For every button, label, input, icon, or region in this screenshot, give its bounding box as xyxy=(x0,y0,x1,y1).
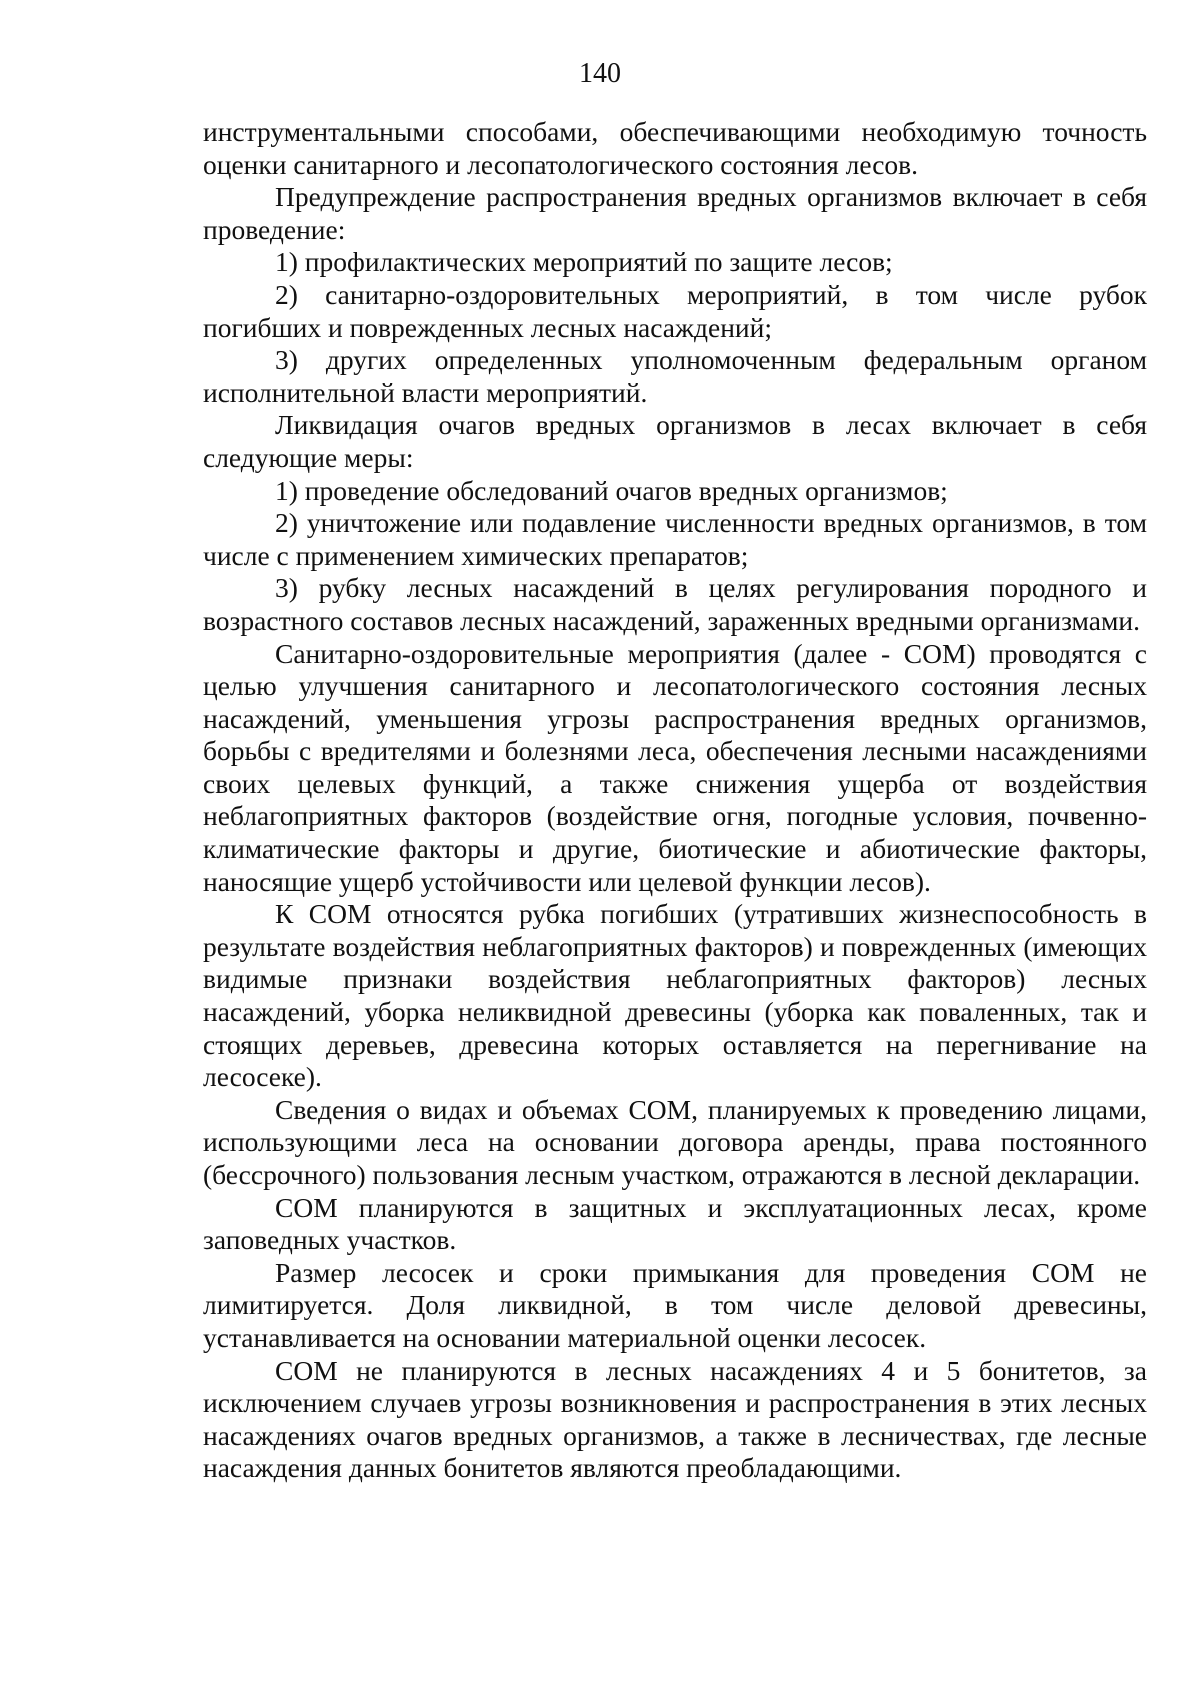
list-item: 3) других определенных уполномоченным федеральным органом исполнительной власти мероприятий. xyxy=(203,344,1147,408)
document-body xyxy=(203,116,1147,1485)
list-item: 1) профилактических мероприятий по защите лесов; xyxy=(275,246,893,278)
paragraph: СОМ не планируются в лесных насаждениях 4 и 5 бонитетов, за исключением случаев угрозы возникновения и распространения в этих лесных насаждениях очагов вредных организмов, а также в лесничествах, где лесные насаждения данных бонитетов являются преобладающими. xyxy=(203,1354,1147,1484)
paragraph: Размер лесосек и сроки примыкания для проведения СОМ не лимитируется. Доля ликвидной, в том числе деловой древесины, устанавливается на основании материальной оценки лесосек. xyxy=(203,1256,1147,1353)
paragraph: Санитарно-оздоровительные мероприятия (далее - СОМ) проводятся с целью улучшения санитарного и лесопатологического состояния лесных насаждений, уменьшения угрозы распространения вредных организмов, борьбы с вредителями и болезнями леса, обеспечения лесными насаждениями своих целевых функций, а также снижения ущерба от воздействия неблагоприятных факторов (воздействие огня, погодные условия, почвенно-климатические факторы и другие, биотические и абиотические факторы, наносящие ущерб устойчивости или целевой функции лесов). xyxy=(203,637,1147,897)
paragraph: Предупреждение распространения вредных организмов включает в себя проведение: xyxy=(203,181,1147,245)
list-item: 3) рубку лесных насаждений в целях регулирования породного и возрастного составов лесных насаждений, зараженных вредными организмами. xyxy=(203,572,1147,636)
list-item: 2) санитарно-оздоровительных мероприятий, в том числе рубок погибших и поврежденных лесных насаждений; xyxy=(203,278,1147,343)
paragraph: Сведения о видах и объемах СОМ, планируемых к проведению лицами, использующими леса на основании договора аренды, права постоянного (бессрочного) пользования лесным участком, отражаются в лесной декларации. xyxy=(203,1093,1147,1190)
paragraph: Ликвидация очагов вредных организмов в лесах включает в себя следующие меры: xyxy=(203,409,1147,473)
paragraph: инструментальными способами, обеспечивающими необходимую точность оценки санитарного и лесопатологического состояния лесов. xyxy=(203,116,1147,180)
paragraph: К СОМ относятся рубка погибших (утративших жизнеспособность в результате воздействия неблагоприятных факторов) и поврежденных (имеющих видимые признаки воздействия неблагоприятных факторов) лесных насаждений, уборка неликвидной древесины (уборка как поваленных, так и стоящих деревьев, древесина которых оставляется на перегнивание на лесосеке). xyxy=(203,898,1147,1093)
list-item: 2) уничтожение или подавление численности вредных организмов, в том числе с применением химических препаратов; xyxy=(203,507,1147,571)
page-number: 140 xyxy=(579,58,621,89)
list-item: 1) проведение обследований очагов вредных организмов; xyxy=(275,474,948,506)
paragraph: СОМ планируются в защитных и эксплуатационных лесах, кроме заповедных участков. xyxy=(203,1191,1147,1256)
